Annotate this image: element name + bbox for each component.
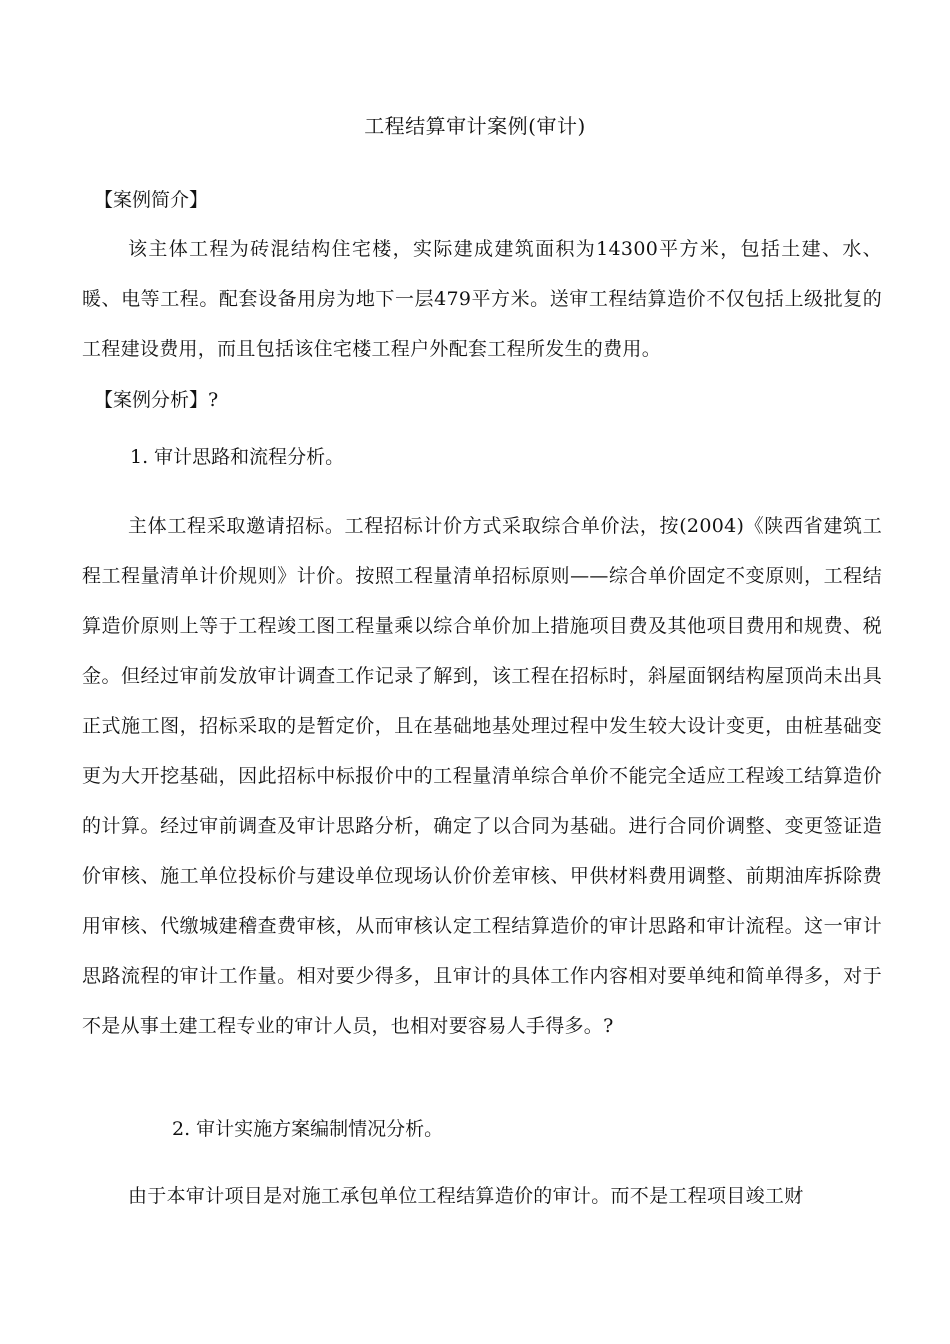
section-heading-intro: 【案例简介】 [94,189,209,211]
item-2-paragraph: 由于本审计项目是对施工承包单位工程结算造价的审计。而不是工程项目竣工财 [128,1185,804,1207]
document-title: 工程结算审计案例(审计) [364,114,586,138]
item-2-title: 2. 审计实施方案编制情况分析。 [172,1118,444,1140]
intro-paragraph: 该主体工程为砖混结构住宅楼，实际建成建筑面积为14300平方米，包括土建、水、暖、电等工程。配套设备用房为地下一层479平方米。送审工程结算造价不仅包括上级批复的工程建设费用，而且包括该住宅楼工程户外配套工程所发生的费用。 [82,238,882,360]
section-heading-analysis: 【案例分析】? [94,389,219,411]
item-1-paragraph: 主体工程采取邀请招标。工程招标计价方式采取综合单价法，按(2004)《陕西省建筑工程工程量清单计价规则》计价。按照工程量清单招标原则——综合单价固定不变原则，工程结算造价原则上等于工程竣工图工程量乘以综合单价加上措施项目费及其他项目费用和规费、税金。但经过审前发放审计调查工作记录了解到，该工程在招标时，斜屋面钢结构屋顶尚未出具正式施工图，招标采取的是暂定价，且在基础地基处理过程中发生较大设计变更，由桩基础变更为大开挖基础，因此招标中标报价中的工程量清单综合单价不能完全适应工程竣工结算造价的计算。经过审前调查及审计思路分析，确定了以合同为基础。进行合同价调整、变更签证造价审核、施工单位投标价与建设单位现场认价价差审核、甲供材料费用调整、前期油库拆除费用审核、代缴城建稽查费审核，从而审核认定工程结算造价的审计思路和审计流程。这一审计思路流程的审计工作量。相对要少得多，且审计的具体工作内容相对要单纯和简单得多，对于不是从事土建工程专业的审计人员，也相对要容易人手得多。? [82,515,882,1037]
item-1-title: 1. 审计思路和流程分析。 [130,446,345,468]
